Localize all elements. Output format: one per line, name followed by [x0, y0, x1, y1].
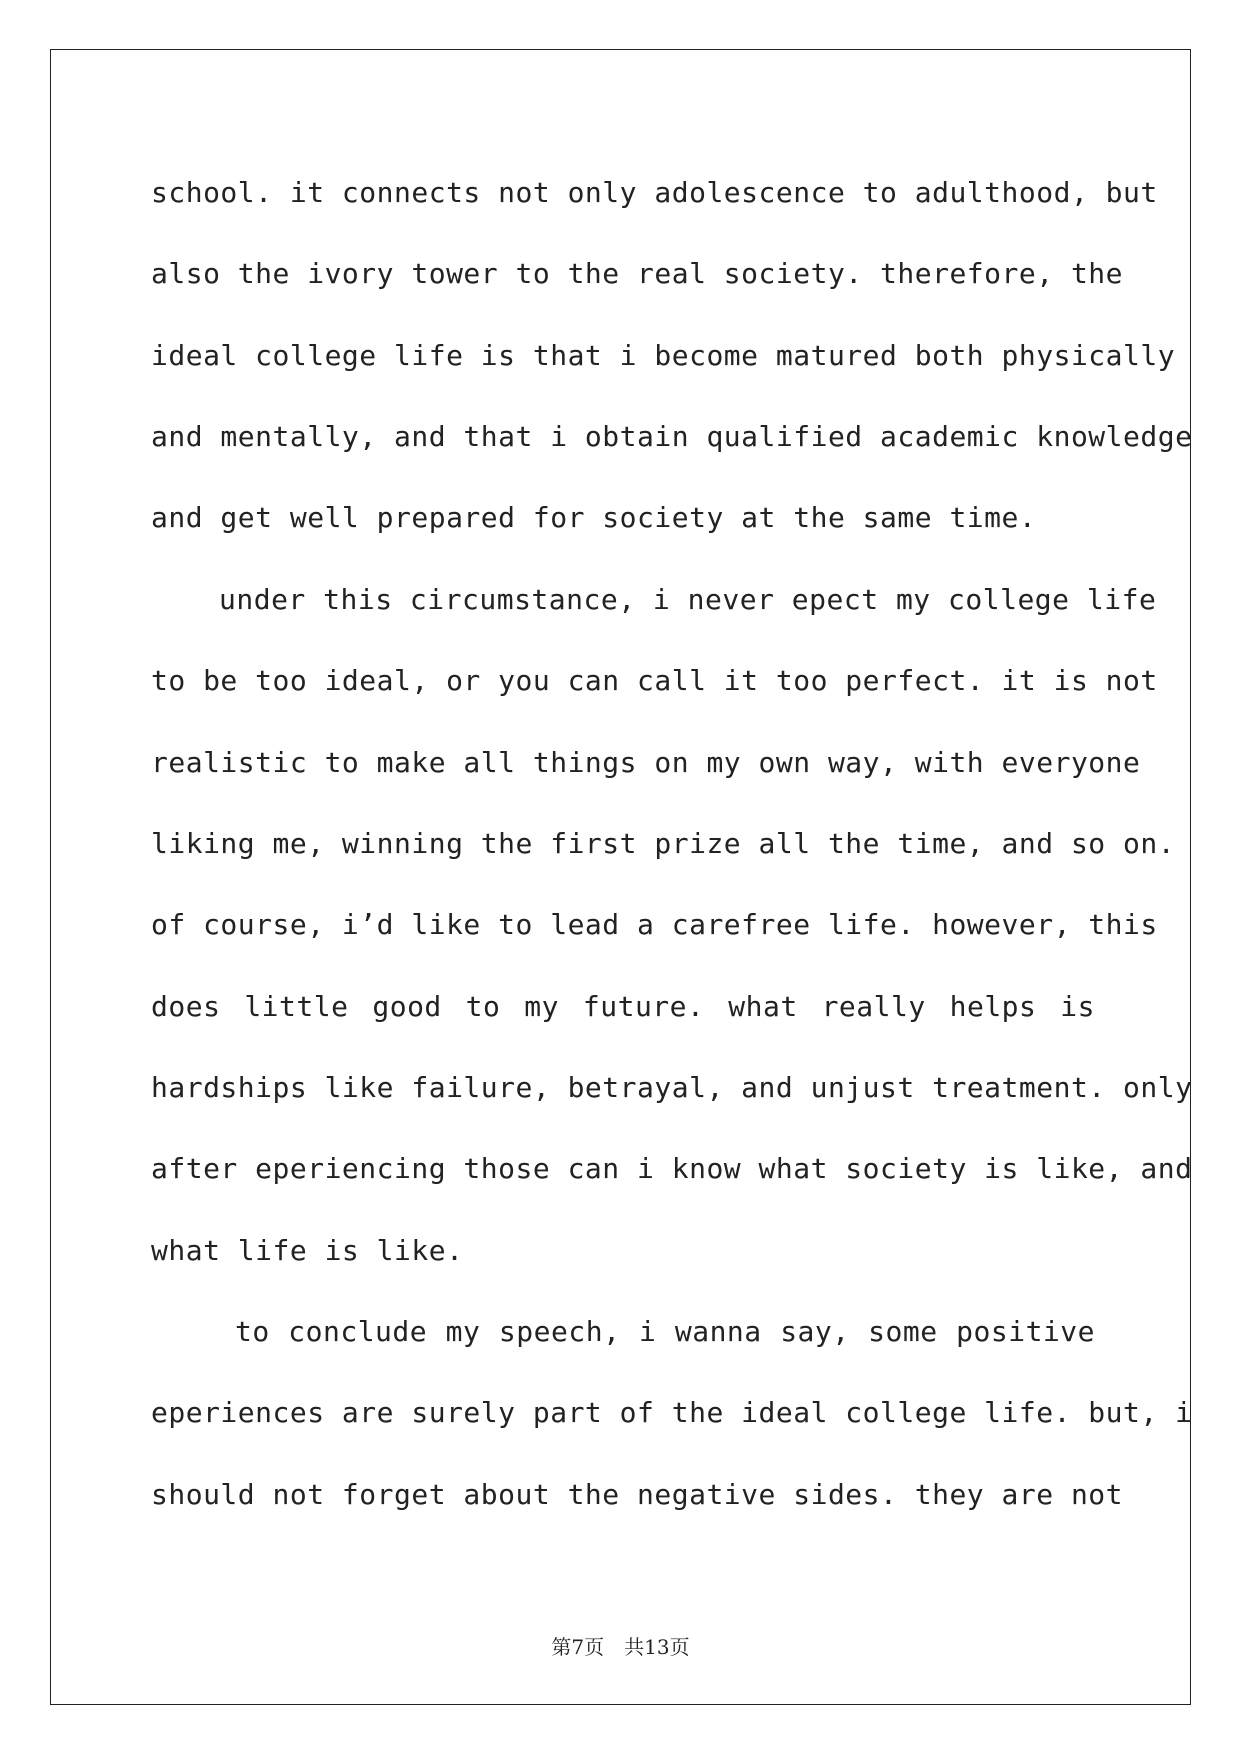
body-line: realistic to make all things on my own way, with everyone [151, 746, 1141, 779]
paragraph-first-line: under this circumstance, i never epect my college life [219, 583, 1157, 616]
body-line: ideal college life is that i become matured both physically [151, 339, 1176, 372]
body-line: to be too ideal, or you can call it too perfect. it is not [151, 664, 1158, 697]
body-line: of course, i’d like to lead a carefree life. however, this [151, 908, 1158, 941]
body-line: after eperiencing those can i know what society is like, and [151, 1152, 1193, 1185]
body-line: liking me, winning the first prize all the time, and so on. [151, 827, 1176, 860]
body-line: and mentally, and that i obtain qualified academic knowledge [151, 420, 1193, 453]
body-line: eperiences are surely part of the ideal college life. but, i [151, 1396, 1193, 1429]
page-number-footer: 第7页 共13页 [551, 1635, 690, 1659]
paragraph-first-line: to conclude my speech, i wanna say, some positive [235, 1315, 1095, 1348]
body-line: what life is like. [151, 1234, 464, 1267]
body-line: should not forget about the negative sides. they are not [151, 1478, 1124, 1511]
body-line: hardships like failure, betrayal, and unjust treatment. only [151, 1071, 1193, 1104]
body-line: does little good to my future. what really helps is [151, 990, 1095, 1023]
page-border [50, 49, 1191, 1705]
body-line: and get well prepared for society at the same time. [151, 501, 1037, 534]
body-line: school. it connects not only adolescence to adulthood, but [151, 176, 1158, 209]
body-line: also the ivory tower to the real society. therefore, the [151, 257, 1124, 290]
